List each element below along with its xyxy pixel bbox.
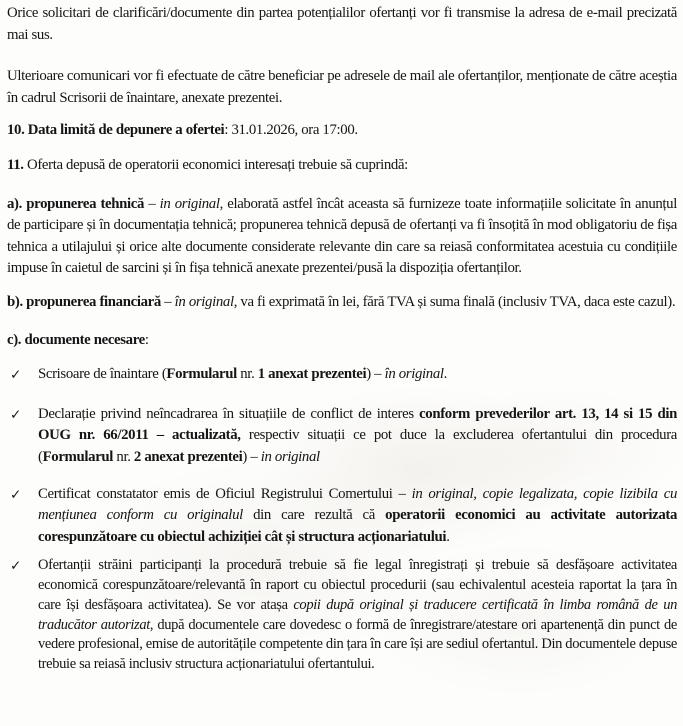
section-c-required-documents-heading: c). documente necesare: [7, 331, 149, 348]
list-item-foreign-bidders-requirements [7, 556, 677, 675]
list-item-text: Declarație privind neîncadrarea în situațiile de conflict de interes conform prevederilor art. 13, 14 si 15 din OUG nr. 66/2011 – actualizată, respectiv situații ce pot duce la excluderea ofertantului din procedura (Formularul nr. 2 anexat prezentei) – in original [38, 405, 677, 465]
checkmark-icon: ✓ [10, 486, 22, 503]
checkmark-icon: ✓ [10, 558, 22, 575]
list-item-conflict-of-interest-declaration [7, 404, 677, 469]
checkmark-icon: ✓ [10, 406, 22, 423]
list-item-text: Scrisoare de înaintare (Formularul nr. 1 anexat prezentei) – în original. [38, 366, 447, 383]
item-11-offer-contents: 11. Oferta depusă de operatorii economici interesați trebuie să cuprindă: [7, 156, 408, 173]
section-b-financial-proposal: b). propunerea financiară – în original, va fi exprimată în lei, fără TVA și suma finală (inclusiv TVA, daca este cazul). [7, 293, 676, 310]
checkmark-icon: ✓ [10, 367, 22, 384]
item-10-submission-deadline: 10. Data limită de depunere a ofertei: 31.01.2026, ora 17:00. [7, 122, 358, 139]
list-item-text: Ofertanții străini participanți la procedură trebuie să fie legal înregistrați și trebuie să desfășoare activitatea economică corespunzătoare/relevantă în raport cu obiectul procedurii (sau echivalentul acesteia raportat la țara în care își desfășoara activitatea). Se vor atașa copii după original și traducere certificată în limba română de un traducător autorizat, după documentele care dovedesc o formă de înregistrare/atestare ori apartenență din punct de vedere profesional, emise de autoritățile competente din țara în care își are sediul ofertantul. Din documentele depuse trebuie sa reiasă inclusiv structura acționariatului ofertantului. [38, 557, 677, 673]
paragraph-clarification-requests: Orice solicitari de clarificări/documente din partea potențialilor ofertanți vor fi transmise la adresa de e-mail precizată mai sus. [7, 5, 677, 43]
list-item-trade-registry-certificate [7, 484, 677, 549]
required-documents-list [7, 364, 677, 675]
list-item-cover-letter [7, 364, 677, 386]
list-item-text: Certificat constatator emis de Oficiul Registrului Comertului – in original, copie legalizata, copie lizibila cu mențiunea conform cu originalul din care rezultă că operatorii economici au activitate autorizata corespunzătoare cu obiectul achiziției cât și structura acționariatului. [38, 485, 677, 545]
section-a-technical-proposal: a). propunerea tehnică – in original, elaborată astfel încât aceasta să furnizeze toate informațiile solicitate în anunțul de participare și în documentația tehnică; propunerea tehnică depusă de ofertanți va fi însoțită în mod obligatoriu de fișa tehnica a utilajului și orice alte documente considerate relevante din care sa reiasă conformitatea acestuia cu condițiile impuse în caietul de sarcini și în fișa tehnică anexate prezentei/pusă la dispoziția ofertanților. [7, 195, 677, 277]
paragraph-subsequent-communications: Ulterioare comunicari vor fi efectuate de către beneficiar pe adresele de mail ale ofertanților, menționate de către aceștia în cadrul Scrisorii de înaintare, anexate prezentei. [7, 68, 677, 106]
